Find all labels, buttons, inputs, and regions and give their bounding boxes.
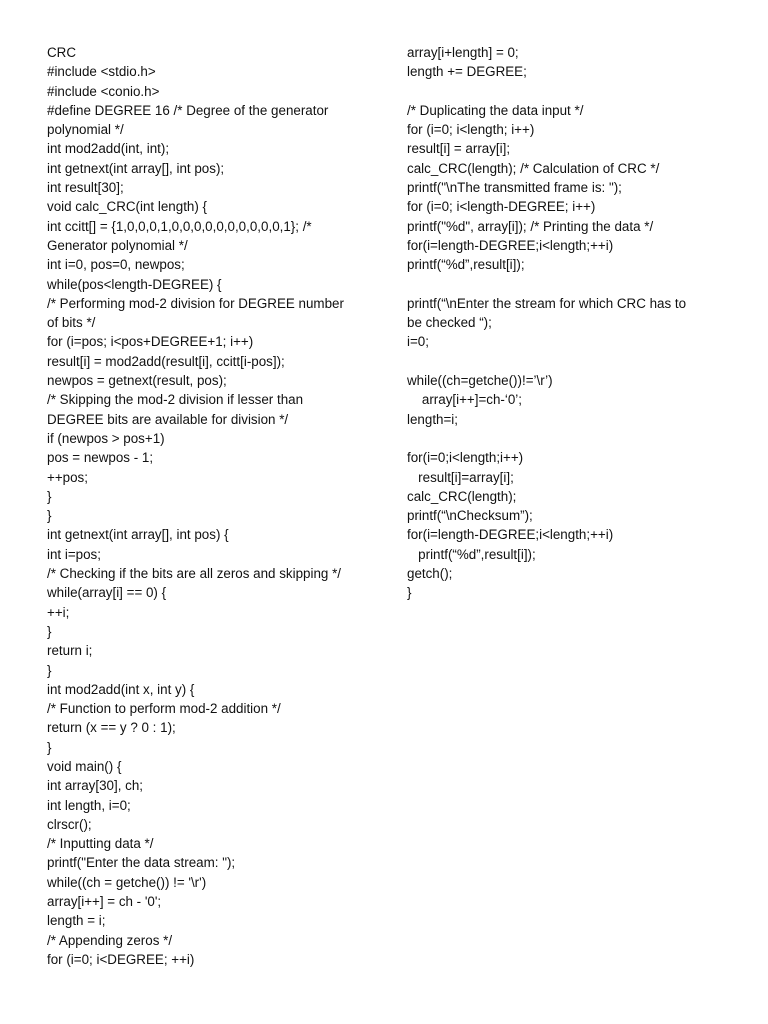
left-code-line: void main() { — [47, 758, 122, 774]
left-code-line: pos = newpos - 1; — [47, 450, 154, 466]
right-code-line — [407, 352, 737, 371]
left-code-line: result[i] = mod2add(result[i], ccitt[i-pos]); — [47, 353, 285, 369]
right-code-line — [407, 429, 737, 448]
left-code-line: /* Appending zeros */ — [47, 932, 173, 948]
right-code-line: length=i; — [407, 411, 458, 427]
right-code-line: for (i=0; i<length; i++) — [407, 122, 535, 138]
left-code-line: int result[30]; — [47, 180, 124, 196]
right-code-line: i=0; — [407, 334, 429, 350]
left-code-line: #include <stdio.h> — [47, 64, 156, 80]
right-code-line: /* Duplicating the data input */ — [407, 102, 584, 118]
right-code-line: printf(“%d”,result[i]); — [407, 257, 525, 273]
right-code-line: length += DEGREE; — [407, 64, 527, 80]
right-code-line: } — [407, 585, 412, 601]
left-code-line: return (x == y ? 0 : 1); — [47, 720, 176, 736]
left-code-line: int i=0, pos=0, newpos; — [47, 257, 185, 273]
left-code-line: array[i++] = ch - '0'; — [47, 894, 162, 910]
right-code-line: be checked “); — [407, 315, 492, 331]
left-code-line: int i=pos; — [47, 546, 101, 562]
left-code-line: of bits */ — [47, 315, 96, 331]
left-code-line: newpos = getnext(result, pos); — [47, 373, 227, 389]
left-code-line: /* Performing mod-2 division for DEGREE number — [47, 295, 344, 311]
right-code-line: array[i+length] = 0; — [407, 45, 519, 60]
left-code-line: int length, i=0; — [47, 797, 131, 813]
right-code-line: printf("%d", array[i]); /* Printing the data */ — [407, 218, 654, 234]
right-code-line — [407, 82, 737, 101]
left-code-line: void calc_CRC(int length) { — [47, 199, 208, 215]
right-code-column — [407, 43, 737, 603]
left-code-line: clrscr(); — [47, 816, 92, 832]
left-code-line: while((ch = getche()) != '\r') — [47, 874, 207, 890]
left-code-line: for (i=0; i<DEGREE; ++i) — [47, 951, 195, 967]
left-code-line: int mod2add(int, int); — [47, 141, 170, 157]
left-code-line: if (newpos > pos+1) — [47, 430, 165, 446]
right-code-line: result[i]=array[i]; — [407, 469, 514, 485]
left-code-line: return i; — [47, 643, 93, 659]
right-code-line: printf(“\nEnter the stream for which CRC has to — [407, 295, 687, 311]
right-code-line — [407, 275, 737, 294]
left-code-line: } — [47, 623, 52, 639]
right-code-line: for(i=length-DEGREE;i<length;++i) — [407, 527, 614, 543]
left-code-line: while(pos<length-DEGREE) { — [47, 276, 222, 292]
right-code-line: for(i=0;i<length;i++) — [407, 450, 524, 466]
left-code-line: int getnext(int array[], int pos); — [47, 160, 225, 176]
left-code-line: /* Inputting data */ — [47, 836, 154, 852]
left-code-line: ++i; — [47, 604, 70, 620]
left-code-line: } — [47, 508, 52, 524]
left-code-line: printf("Enter the data stream: "); — [47, 855, 236, 871]
left-code-line: } — [47, 739, 52, 755]
right-code-line: printf(“%d”,result[i]); — [407, 546, 536, 562]
right-code-line: array[i++]=ch-‘0’; — [407, 392, 522, 408]
right-code-line: while((ch=getche())!=’\r’) — [407, 373, 553, 389]
right-code-line: result[i] = array[i]; — [407, 141, 511, 157]
right-code-line: getch(); — [407, 566, 453, 582]
left-code-line: CRC — [47, 45, 77, 60]
right-code-line: calc_CRC(length); — [407, 488, 517, 504]
right-code-line: printf("\nThe transmitted frame is: "); — [407, 180, 622, 196]
right-code-line: for (i=0; i<length-DEGREE; i++) — [407, 199, 596, 215]
right-code-line: printf(“\nChecksum”); — [407, 508, 533, 524]
right-code-line: for(i=length-DEGREE;i<length;++i) — [407, 237, 614, 253]
left-code-line: DEGREE bits are available for division */ — [47, 411, 289, 427]
left-code-line: int ccitt[] = {1,0,0,0,1,0,0,0,0,0,0,0,0,0,0,1}; /* — [47, 218, 312, 234]
left-code-line: int array[30], ch; — [47, 778, 144, 794]
right-code-line: calc_CRC(length); /* Calculation of CRC */ — [407, 160, 660, 176]
left-code-line: #include <conio.h> — [47, 83, 160, 99]
left-code-line: /* Checking if the bits are all zeros and skipping */ — [47, 566, 342, 582]
left-code-line: while(array[i] == 0) { — [47, 585, 167, 601]
left-code-line: polynomial */ — [47, 122, 124, 138]
left-code-line: int getnext(int array[], int pos) { — [47, 527, 229, 543]
left-code-line: /* Skipping the mod-2 division if lesser than — [47, 392, 304, 408]
left-code-line: #define DEGREE 16 /* Degree of the generator — [47, 102, 329, 118]
left-code-line: int mod2add(int x, int y) { — [47, 681, 195, 697]
left-code-column — [47, 43, 377, 969]
left-code-line: for (i=pos; i<pos+DEGREE+1; i++) — [47, 334, 254, 350]
left-code-line: ++pos; — [47, 469, 88, 485]
left-code-line: } — [47, 662, 52, 678]
left-code-line: Generator polynomial */ — [47, 237, 188, 253]
left-code-line: } — [47, 488, 52, 504]
left-code-line: length = i; — [47, 913, 106, 929]
left-code-line: /* Function to perform mod-2 addition */ — [47, 701, 281, 717]
